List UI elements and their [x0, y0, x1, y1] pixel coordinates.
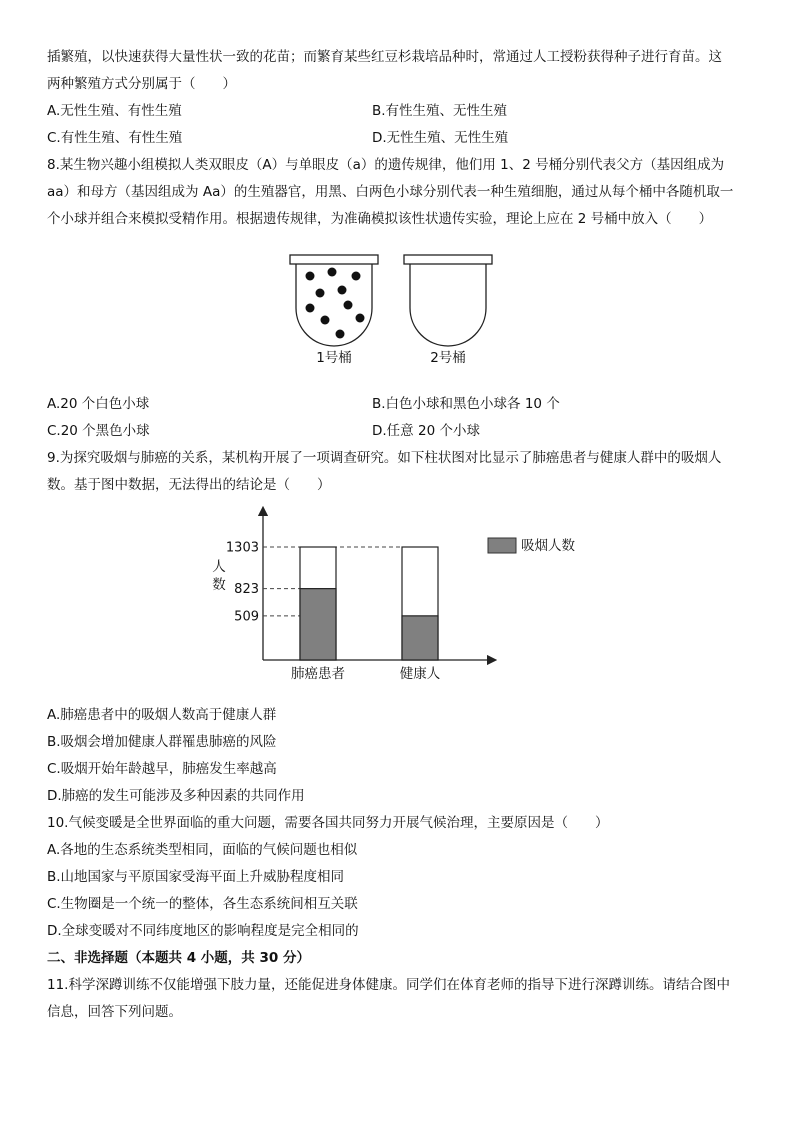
section-2-heading: 二、非选择题（本题共 4 小题，共 30 分）: [47, 950, 310, 966]
bucket-1: [290, 255, 378, 346]
bucket-2: [404, 255, 492, 346]
q7-option-c: C.有性生殖、有性生殖: [47, 130, 183, 146]
q7-text-line1: 插繁殖，以快速获得大量性状一致的花苗；而繁育某些红豆杉栽培品种时，常通过人工授粉获得种子进行育苗。这: [47, 49, 722, 65]
y-axis-label-char1: 人: [212, 559, 226, 575]
q10-option-a: A.各地的生态系统类型相同，面临的气候问题也相似: [47, 842, 358, 858]
bucket-figure: [280, 250, 510, 375]
q9-text-line2: 数。基于图中数据，无法得出的结论是（ ）: [47, 477, 331, 493]
q10-option-c: C.生物圈是一个统一的整体，各生态系统间相互关联: [47, 896, 358, 912]
y-tick-label-1303: 1303: [225, 540, 259, 556]
q11-text-line2: 信息，回答下列问题。: [47, 1004, 182, 1020]
x-tick-label-0: 肺癌患者: [291, 666, 345, 682]
q8-option-c: C.20 个黑色小球: [47, 423, 150, 439]
q7-option-b: B.有性生殖、无性生殖: [372, 103, 508, 119]
bar-smokers-1: [402, 616, 438, 660]
q9-option-b: B.吸烟会增加健康人群罹患肺癌的风险: [47, 734, 277, 750]
legend-label: 吸烟人数: [521, 538, 575, 554]
q8-option-b: B.白色小球和黑色小球各 10 个: [372, 396, 560, 412]
q9-option-d: D.肺癌的发生可能涉及多种因素的共同作用: [47, 788, 305, 804]
y-tick-label-509: 509: [234, 609, 259, 625]
x-tick-label-1: 健康人: [399, 666, 441, 682]
smoking-bar-chart: [200, 503, 600, 688]
q8-option-d: D.任意 20 个小球: [372, 423, 480, 439]
legend-swatch: [488, 538, 516, 553]
q7-option-d: D.无性生殖、无性生殖: [372, 130, 509, 146]
q10-option-d: D.全球变暖对不同纬度地区的影响程度是完全相同的: [47, 923, 359, 939]
q8-text-line1: 8.某生物兴趣小组模拟人类双眼皮（A）与单眼皮（a）的遗传规律，他们用 1、2 号桶分别代表父方（基因组成为: [47, 157, 725, 173]
q10-option-b: B.山地国家与平原国家受海平面上升威胁程度相同: [47, 869, 345, 885]
q8-option-a: A.20 个白色小球: [47, 396, 150, 412]
q9-text-line1: 9.为探究吸烟与肺癌的关系，某机构开展了一项调查研究。如下柱状图对比显示了肺癌患者与健康人群中的吸烟人: [47, 450, 722, 466]
y-tick-label-823: 823: [234, 582, 259, 598]
q9-option-c: C.吸烟开始年龄越早，肺癌发生率越高: [47, 761, 277, 777]
q11-text-line1: 11.科学深蹲训练不仅能增强下肢力量，还能促进身体健康。同学们在体育老师的指导下进行深蹲训练。请结合图中: [47, 977, 730, 993]
bucket-1-label: 1号桶: [316, 350, 352, 366]
q9-option-a: A.肺癌患者中的吸烟人数高于健康人群: [47, 707, 277, 723]
q7-option-a: A.无性生殖、有性生殖: [47, 103, 182, 119]
q8-text-line3: 个小球并组合来模拟受精作用。根据遗传规律，为准确模拟该性状遗传实验，理论上应在 2 号桶中放入（ ）: [47, 211, 713, 227]
q10-text-line1: 10.气候变暖是全世界面临的重大问题，需要各国共同努力开展气候治理，主要原因是（ ）: [47, 815, 609, 831]
bucket-2-label: 2号桶: [430, 350, 466, 366]
q8-text-line2: aa）和母方（基因组成为 Aa）的生殖器官，用黑、白两色小球分别代表一种生殖细胞，通过从每个桶中各随机取一: [47, 184, 734, 200]
q7-text-line2: 两种繁殖方式分别属于（ ）: [47, 76, 236, 92]
bar-smokers-0: [300, 589, 336, 660]
y-axis-label-char2: 数: [212, 577, 226, 593]
